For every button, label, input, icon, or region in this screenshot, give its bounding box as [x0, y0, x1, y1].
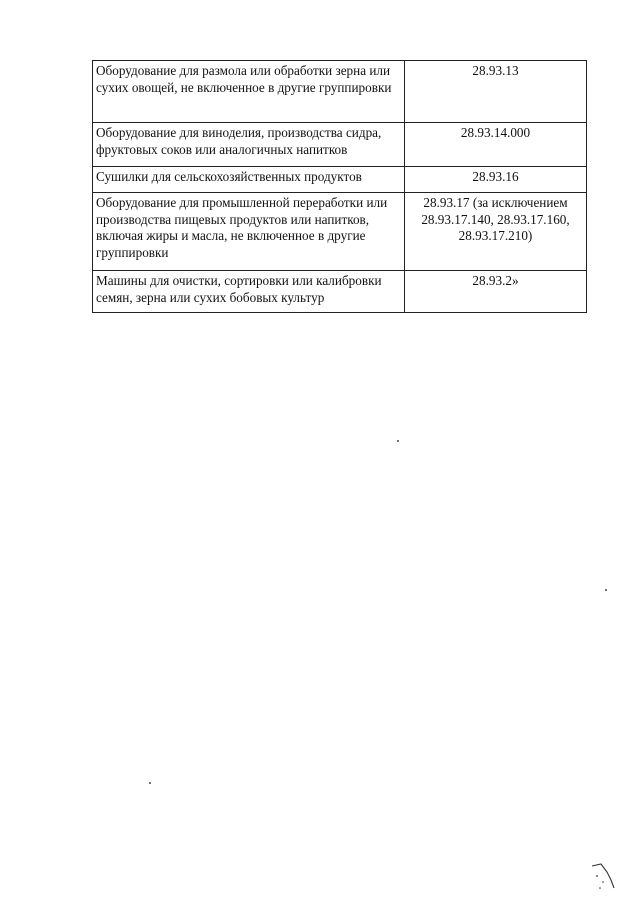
- equipment-name-cell: Оборудование для размола или обработки зерна или сухих овощей, не включенное в другие группировки: [93, 61, 405, 123]
- okpd-code-cell: 28.93.17 (за исключением 28.93.17.140, 28.93.17.160, 28.93.17.210): [405, 193, 587, 271]
- table-row: [93, 61, 587, 123]
- equipment-name-cell: Машины для очистки, сортировки или калибровки семян, зерна или сухих бобовых культур: [93, 271, 405, 313]
- okpd-code-cell: 28.93.16: [405, 167, 587, 193]
- scan-speck: [605, 589, 607, 591]
- okpd-code-cell: 28.93.14.000: [405, 123, 587, 167]
- scan-speck: [149, 782, 151, 784]
- table-row: [93, 123, 587, 167]
- table-row: [93, 271, 587, 313]
- table-row: [93, 193, 587, 271]
- equipment-code-table: [92, 60, 587, 313]
- table-row: [93, 167, 587, 193]
- scan-speck: [397, 440, 399, 442]
- okpd-code-cell: 28.93.13: [405, 61, 587, 123]
- equipment-name-cell: Сушилки для сельскохозяйственных продуктов: [93, 167, 405, 193]
- equipment-name-cell: Оборудование для промышленной переработки или производства пищевых продуктов или напитков, включая жиры и масла, не включенное в другие группировки: [93, 193, 405, 271]
- okpd-code-cell: 28.93.2»: [405, 271, 587, 313]
- pen-mark-icon: [588, 858, 618, 892]
- equipment-name-cell: Оборудование для виноделия, производства сидра, фруктовых соков или аналогичных напитков: [93, 123, 405, 167]
